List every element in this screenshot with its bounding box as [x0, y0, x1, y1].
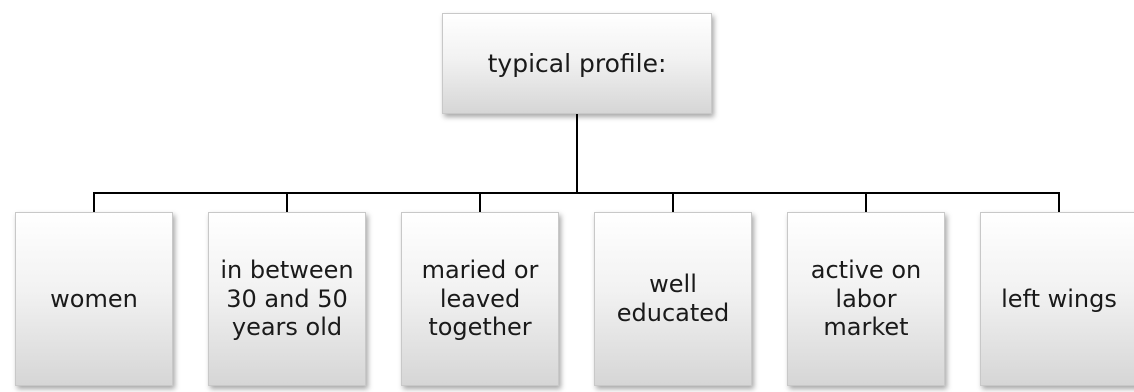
- root-node: [442, 13, 712, 114]
- child-node-educated: [594, 212, 752, 386]
- child-node-label: in between 30 and 50 years old: [220, 255, 354, 342]
- child-node-label: women: [50, 284, 138, 313]
- child-node-label: active on labor market: [810, 255, 922, 342]
- child-node-women: [15, 212, 173, 386]
- child-node-age: [208, 212, 366, 386]
- child-node-married: [401, 212, 559, 386]
- child-node-label: maried or leaved together: [421, 255, 539, 342]
- child-node-label: left wings: [1001, 284, 1117, 313]
- child-node-left-wings: [980, 212, 1134, 386]
- root-node-label: typical profile:: [487, 48, 667, 78]
- child-node-labor-market: [787, 212, 945, 386]
- child-node-label: well educated: [616, 270, 730, 327]
